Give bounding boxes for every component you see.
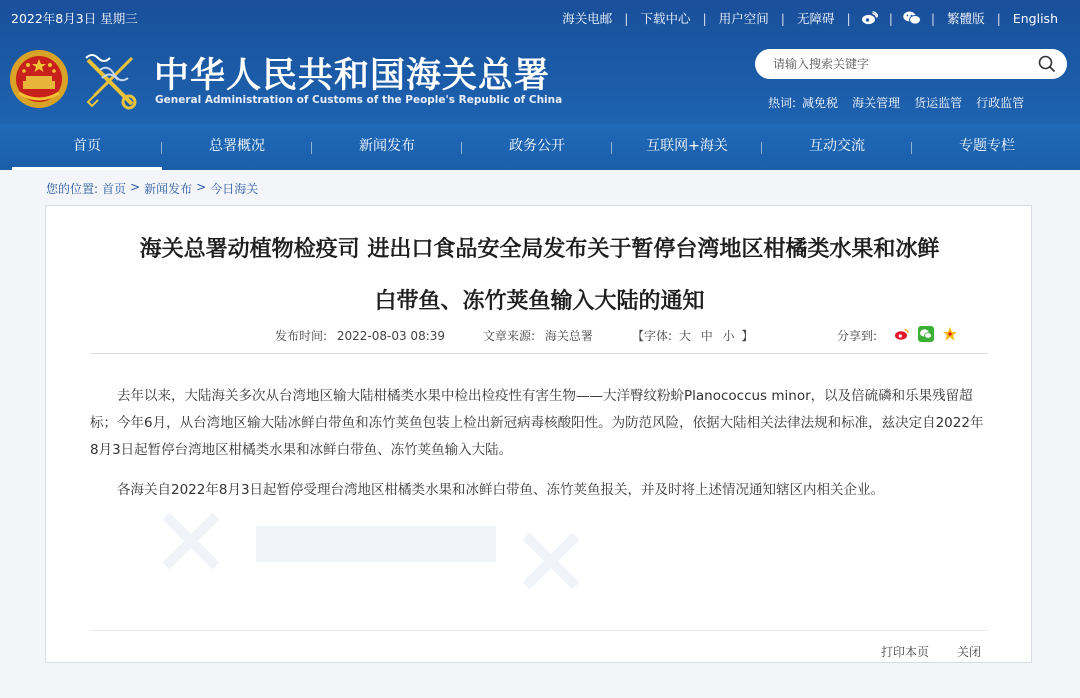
hot-word-link[interactable]: 货运监管 bbox=[914, 96, 963, 110]
font-size-label-close: 】 bbox=[741, 329, 754, 343]
share-qzone-icon[interactable] bbox=[942, 326, 958, 342]
breadcrumb-separator: > bbox=[130, 180, 141, 194]
breadcrumb-today-customs[interactable]: 今日海关 bbox=[210, 182, 259, 196]
link-user-space[interactable]: 用户空间 bbox=[718, 11, 769, 26]
hot-word-link[interactable]: 海关管理 bbox=[852, 96, 901, 110]
nav-item-news[interactable]: 新闻发布 bbox=[312, 124, 462, 170]
article-paragraph: 去年以来，大陆海关多次从台湾地区输大陆柑橘类水果中检出检疫性有害生物——大洋臀纹粉蚧Planococcus minor，以及倍硫磷和乐果残留超标；今年6月，从台湾地区输大陆冰鲜白带鱼和冻竹荚鱼包装上检出新冠病毒核酸阳性。为防范风险，依据大陆相关法律法规和标准，兹决定自2022年8月3日起暂停台湾地区柑橘类水果和冰鲜白带鱼、冻竹荚鱼输入大陆。 bbox=[90, 388, 984, 458]
publish-label: 发布时间: bbox=[275, 329, 328, 343]
source-info bbox=[483, 327, 593, 344]
weibo-icon[interactable] bbox=[861, 11, 879, 25]
close-page-link[interactable]: 关闭 bbox=[956, 645, 981, 659]
share-label: 分享到: bbox=[837, 329, 878, 343]
link-email[interactable]: 海关电邮 bbox=[562, 11, 613, 26]
source-label: 文章来源: bbox=[483, 329, 536, 343]
article-title-line: 海关总署动植物检疫司 进出口食品安全局发布关于暂停台湾地区柑橘类水果和冰鲜 bbox=[139, 237, 940, 262]
font-size-large[interactable]: 大 bbox=[678, 329, 691, 343]
separator: | bbox=[888, 10, 893, 26]
breadcrumb-news[interactable]: 新闻发布 bbox=[144, 182, 193, 196]
hot-word-link[interactable]: 减免税 bbox=[802, 96, 839, 110]
top-bar bbox=[0, 0, 1080, 34]
article-actions bbox=[881, 643, 981, 660]
search-input[interactable] bbox=[773, 57, 1033, 71]
site-subtitle: General Administration of Customs of the People's Republic of China bbox=[155, 94, 563, 106]
article-panel bbox=[45, 205, 1032, 663]
nav-item-internet-customs[interactable]: 互联网+海关 bbox=[612, 124, 762, 170]
link-english[interactable]: English bbox=[1012, 10, 1058, 26]
nav-item-home[interactable]: 首页 bbox=[12, 124, 162, 170]
separator: | bbox=[846, 10, 851, 26]
bottom-divider bbox=[90, 630, 988, 631]
nav-item-special-topics[interactable]: 专题专栏 bbox=[959, 138, 1015, 154]
link-traditional-chinese[interactable]: 繁體版 bbox=[947, 11, 985, 26]
article-paragraph: 各海关自2022年8月3日起暂停受理台湾地区柑橘类水果和冰鲜白带鱼、冻竹荚鱼报关，并及时将上述情况通知辖区内相关企业。 bbox=[117, 482, 885, 498]
breadcrumb-label: 您的位置: bbox=[46, 182, 99, 196]
separator: | bbox=[996, 10, 1001, 26]
nav-item-overview[interactable]: 总署概况 bbox=[162, 124, 312, 170]
article-title bbox=[46, 224, 1033, 328]
main-nav bbox=[0, 124, 1080, 170]
font-size-label: 【字体: bbox=[632, 329, 673, 343]
top-links bbox=[560, 9, 1060, 27]
hot-word-link[interactable]: 行政监管 bbox=[976, 96, 1025, 110]
current-date: 2022年8月3日 星期三 bbox=[11, 11, 138, 26]
separator: | bbox=[702, 10, 707, 26]
wechat-icon[interactable] bbox=[903, 11, 921, 25]
site-title[interactable]: 中华人民共和国海关总署 bbox=[154, 55, 551, 96]
meta-divider bbox=[90, 353, 988, 354]
site-header bbox=[0, 0, 1080, 124]
hot-words-label: 热词: bbox=[768, 96, 797, 110]
font-size-control bbox=[632, 327, 753, 344]
share-weibo-icon[interactable] bbox=[894, 326, 910, 342]
search-box bbox=[755, 49, 1067, 79]
national-emblem-logo[interactable] bbox=[9, 49, 69, 109]
font-size-medium[interactable]: 中 bbox=[700, 329, 713, 343]
print-page-link[interactable]: 打印本页 bbox=[880, 645, 929, 659]
nav-item-government-affairs[interactable]: 政务公开 bbox=[462, 124, 612, 170]
breadcrumb-separator: > bbox=[196, 180, 207, 194]
font-size-small[interactable]: 小 bbox=[722, 329, 735, 343]
source-value: 海关总署 bbox=[544, 329, 593, 343]
article-title-line: 白带鱼、冻竹荚鱼输入大陆的通知 bbox=[374, 289, 705, 314]
nav-item-interaction[interactable]: 互动交流 bbox=[762, 124, 912, 170]
separator: | bbox=[624, 10, 629, 26]
share-wechat-icon[interactable] bbox=[918, 326, 934, 342]
separator: | bbox=[780, 10, 785, 26]
hot-words bbox=[768, 94, 1024, 111]
separator: | bbox=[930, 10, 936, 26]
link-accessibility[interactable]: 无障碍 bbox=[796, 11, 835, 26]
publish-info bbox=[275, 327, 445, 344]
article-body bbox=[90, 383, 990, 504]
publish-time: 2022-08-03 08:39 bbox=[336, 329, 446, 343]
share-icons bbox=[894, 326, 958, 342]
customs-caduceus-logo[interactable] bbox=[80, 50, 142, 112]
breadcrumb-home[interactable]: 首页 bbox=[102, 182, 127, 196]
search-icon[interactable] bbox=[1033, 50, 1061, 78]
breadcrumb bbox=[46, 180, 258, 197]
link-download[interactable]: 下载中心 bbox=[640, 11, 691, 26]
